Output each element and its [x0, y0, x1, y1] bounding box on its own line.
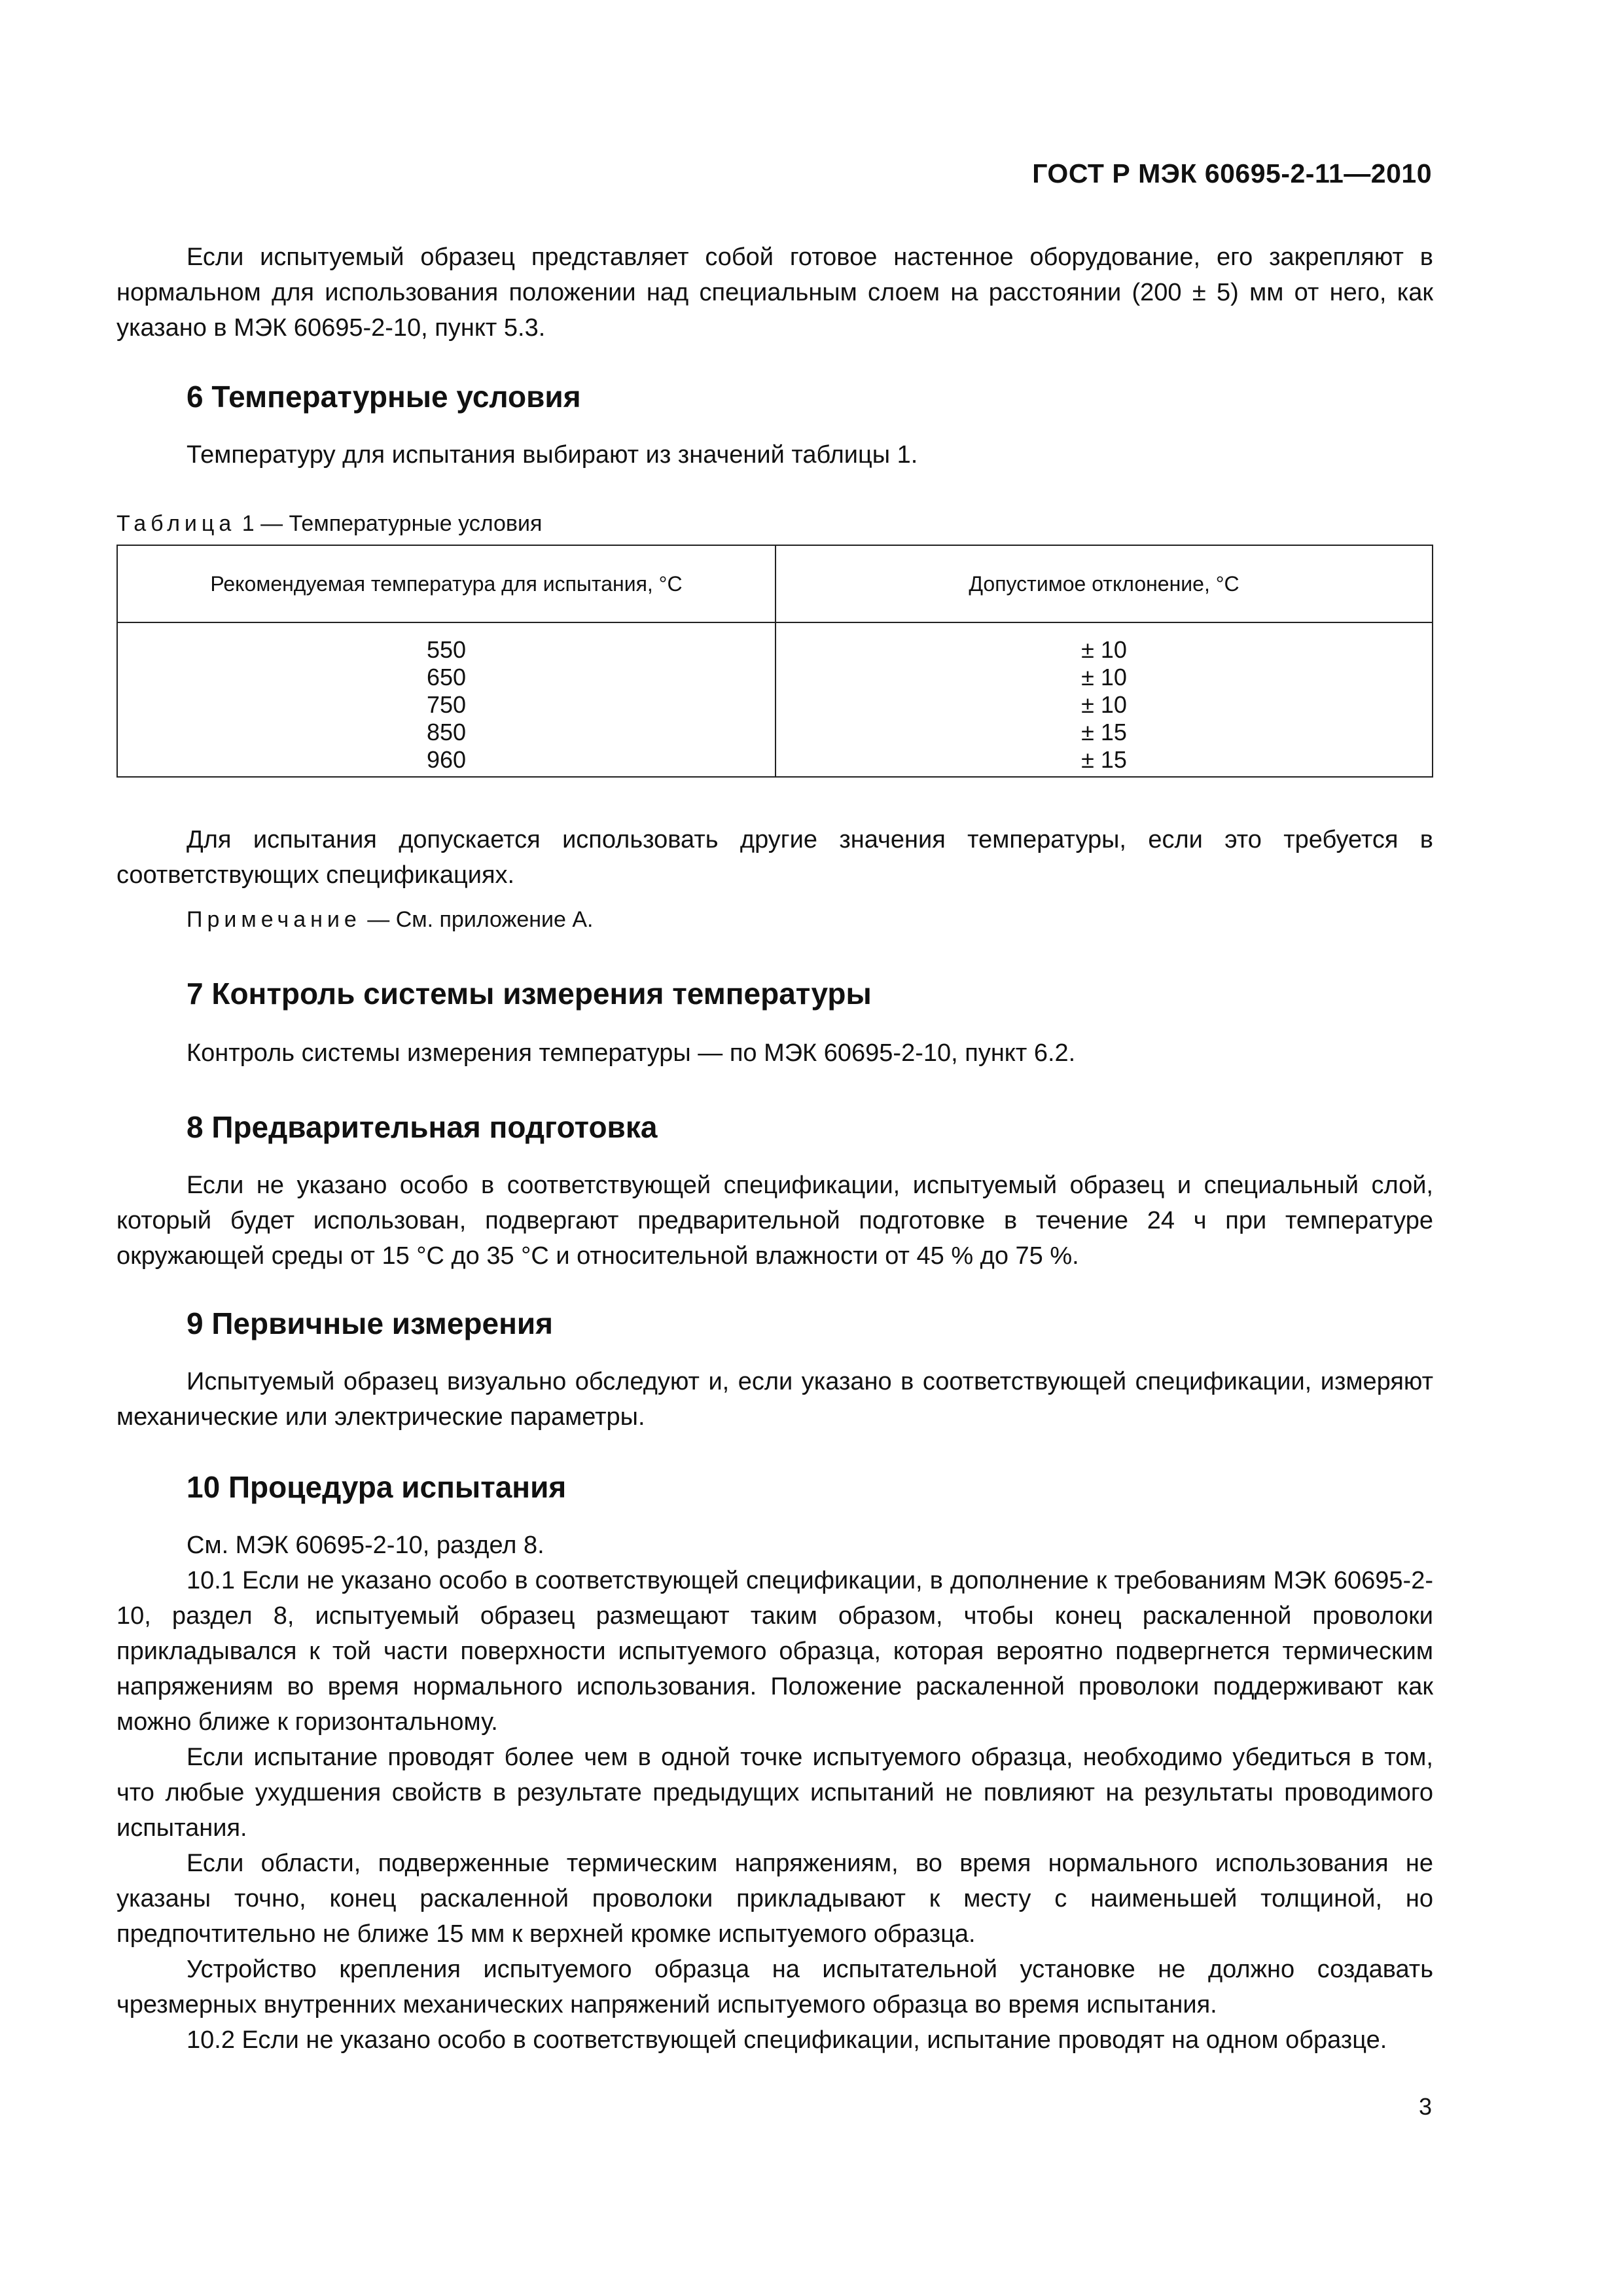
section-9-heading: 9 Первичные измерения	[187, 1306, 553, 1340]
section-10-reference: См. МЭК 60695-2-10, раздел 8.	[187, 1532, 544, 1559]
clause-10-1: 10.1 Если не указано особо в соответствующей спецификации, в дополнение к требованиям МЭК 60695-2-10, раздел 8, испытуемый образец размещают таким образом, чтобы конец раскаленной проволоки прикладывался к той части поверхности испытуемого образца, которая вероятно подвергнется термическим напряжениям во время нормального использования. Положение раскаленной проволоки поддерживают как можно ближе к горизонтальному.	[116, 1567, 1433, 1736]
section-10-paragraph: Устройство крепления испытуемого образца на испытательной установке не должно создавать чрезмерных внутренних механических напряжений испытуемого образца во время испытания.	[116, 1956, 1433, 2018]
section-6-paragraph: Температуру для испытания выбирают из значений таблицы 1.	[187, 441, 918, 469]
table-header-tolerance: Допустимое отклонение, °С	[776, 545, 1433, 622]
section-6-heading: 6 Температурные условия	[187, 380, 581, 414]
tolerance-value: ± 10	[1081, 664, 1127, 691]
tolerance-value: ± 15	[1081, 746, 1127, 773]
temperature-value: 960	[426, 746, 467, 773]
tolerance-value: ± 10	[1081, 636, 1127, 663]
note	[116, 902, 1433, 937]
clause-10-2: 10.2 Если не указано особо в соответствующей спецификации, испытание проводят на одном образце.	[187, 2026, 1387, 2054]
temperature-table	[116, 545, 1433, 778]
note-text: — См. приложение А.	[361, 907, 594, 932]
after-table-paragraph: Для испытания допускается использовать другие значения температуры, если это требуется в соответствующих спецификациях.	[116, 826, 1433, 889]
section-8-paragraph: Если не указано особо в соответствующей спецификации, испытуемый образец и специальный слой, который будет использован, подвергают предварительной подготовке в течение 24 ч при температуре окружающей среды от 15 °С до 35 °С и относительной влажности от 45 % до 75 %.	[116, 1172, 1433, 1270]
section-7-paragraph: Контроль системы измерения температуры — по МЭК 60695-2-10, пункт 6.2.	[187, 1039, 1076, 1067]
temperature-value: 750	[426, 691, 467, 718]
section-10-paragraph: Если области, подверженные термическим напряжениям, во время нормального использования не указаны точно, конец раскаленной проволоки прикладывают к месту с наименьшей толщиной, но предпочтительно не ближе 15 мм к верхней кромке испытуемого образца.	[116, 1850, 1433, 1948]
note-word: Примечание	[187, 907, 361, 932]
intro-paragraph: Если испытуемый образец представляет собой готовое настенное оборудование, его закрепляют в нормальном для использования положении над специальным слоем на расстоянии (200 ± 5) мм от него, как указано в МЭК 60695-2-10, пункт 5.3.	[116, 243, 1433, 342]
table-row	[117, 622, 1433, 777]
section-8-heading: 8 Предварительная подготовка	[187, 1110, 658, 1144]
table-caption	[116, 509, 1433, 538]
section-7-heading: 7 Контроль системы измерения температуры	[187, 977, 872, 1011]
tolerance-column	[776, 622, 1433, 777]
table-caption-word: Таблица	[116, 511, 236, 536]
document-code: ГОСТ Р МЭК 60695-2-11—2010	[1032, 158, 1432, 188]
temperature-value: 850	[426, 719, 467, 745]
table-header-temperature: Рекомендуемая температура для испытания, °С	[117, 545, 776, 622]
section-10-paragraph: Если испытание проводят более чем в одной точке испытуемого образца, необходимо убедиться в том, что любые ухудшения свойств в результате предыдущих испытаний не повлияют на результаты проводимого испытания.	[116, 1744, 1433, 1842]
section-10-heading: 10 Процедура испытания	[187, 1470, 567, 1504]
page-number: 3	[1418, 2093, 1432, 2120]
temperature-value: 550	[426, 636, 467, 663]
section-9-paragraph: Испытуемый образец визуально обследуют и, если указано в соответствующей спецификации, измеряют механические или электрические параметры.	[116, 1368, 1433, 1431]
tolerance-value: ± 10	[1081, 691, 1127, 718]
temperature-value: 650	[426, 664, 467, 691]
tolerance-value: ± 15	[1081, 719, 1127, 745]
table-caption-title: 1 — Температурные условия	[236, 511, 543, 536]
temperature-column	[117, 622, 776, 777]
